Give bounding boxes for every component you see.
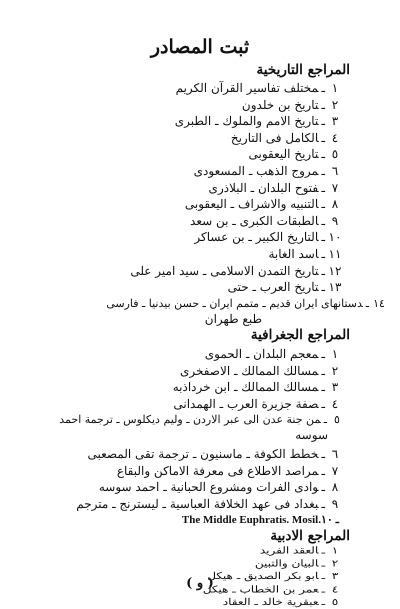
- list-item: ٦ـمروج الذهب ـ المسعودى: [193, 163, 339, 178]
- list-item: ١ـالعقد الفريد: [259, 544, 339, 556]
- list-item: ٧ـمراصد الاطلاع فى معرفة الاماكن والبقاع: [116, 463, 339, 478]
- list-item: ٥ـتاريخ اليعقوبى: [248, 147, 339, 162]
- list-item: ٤ـالكامل فى التاريخ: [230, 130, 339, 145]
- list-item: ٧ـفتوح البلدان ـ البلاذرى: [208, 180, 339, 195]
- list-item: ١٢ـتاريخ التمدن الاسلامى ـ سيد امير على: [130, 263, 342, 278]
- list-item: ١٤ـدستانهاى ايران قديم ـ متمم ايران ـ حسن بيدنيا ـ فارسى: [106, 296, 385, 310]
- list-item: ٤ـعمر بن الخطاب ـ هيكل: [202, 583, 339, 595]
- page-number: ( و ): [186, 576, 214, 591]
- entry-continuation: طبع طهران: [204, 312, 262, 326]
- page-title: ثبت المصادر: [150, 36, 250, 58]
- list-item: ٩ـبغداد فى عهد الخلافة العباسية ـ ليسترنج ـ مترجم: [76, 496, 339, 511]
- list-item: ٨ـوادى الفرات ومشروع الحبانية ـ احمد سوسه: [98, 480, 339, 495]
- list-item: ٣ـابو بكر الصديق ـ هيكل: [207, 570, 339, 582]
- list-item: ٣ـتاريخ الامم والملوك ـ الطبرى: [174, 114, 339, 129]
- list-item: ٥ـعبقرية خالد ـ العقاد: [222, 596, 339, 608]
- list-item: The Middle Euphratis. Mosil. ـ١٠: [181, 514, 339, 526]
- section-heading-geography: المراجع الجغرافية: [250, 327, 350, 343]
- geography-list-continued: [0, 446, 400, 512]
- list-item: ٤ـصفة جزيرة العرب ـ الهمدانى: [173, 396, 339, 411]
- list-item: ٨ـالتنبيه والاشراف ـ اليعقوبى: [184, 197, 339, 212]
- history-list: [0, 80, 400, 312]
- list-item: ٢ـالبيان والتبين: [254, 557, 339, 569]
- list-item: ٣ـمسالك الممالك ـ ابن خرداذبه: [172, 380, 339, 395]
- entry-continuation: سوسه: [295, 428, 328, 442]
- list-item: ١٣ـتاريخ العرب ـ حتى: [227, 280, 342, 295]
- list-item: ١٠ـالتاريخ الكبير ـ بن عساكر: [194, 230, 342, 245]
- list-item: ٩ـالطبقات الكبرى ـ بن سعد: [190, 213, 339, 228]
- list-item: ٢ـتاريخ بن خلدون: [241, 97, 339, 112]
- section-heading-history: المراجع التاريخية: [256, 62, 350, 78]
- list-item: ٦ـخطط الكوفة ـ ماسنيون ـ ترجمة تقى المصعبى: [87, 447, 339, 461]
- list-item: ١١ـاسد الغابة: [268, 246, 342, 261]
- list-item: ٢ـمسالك الممالك ـ الاصفخرى: [179, 363, 339, 378]
- section-heading-literature: المراجع الادبية: [270, 528, 350, 544]
- list-item: ١ـمعجم البلدان ـ الحموى: [204, 347, 339, 361]
- geography-list: [0, 346, 400, 429]
- list-item: ٥ـمن جنة عدن الى عبر الاردن ـ وليم ديكلوس ـ ترجمة احمد: [59, 413, 340, 427]
- list-item: ١ـمختلف تفاسير القرآن الكريم: [175, 81, 339, 95]
